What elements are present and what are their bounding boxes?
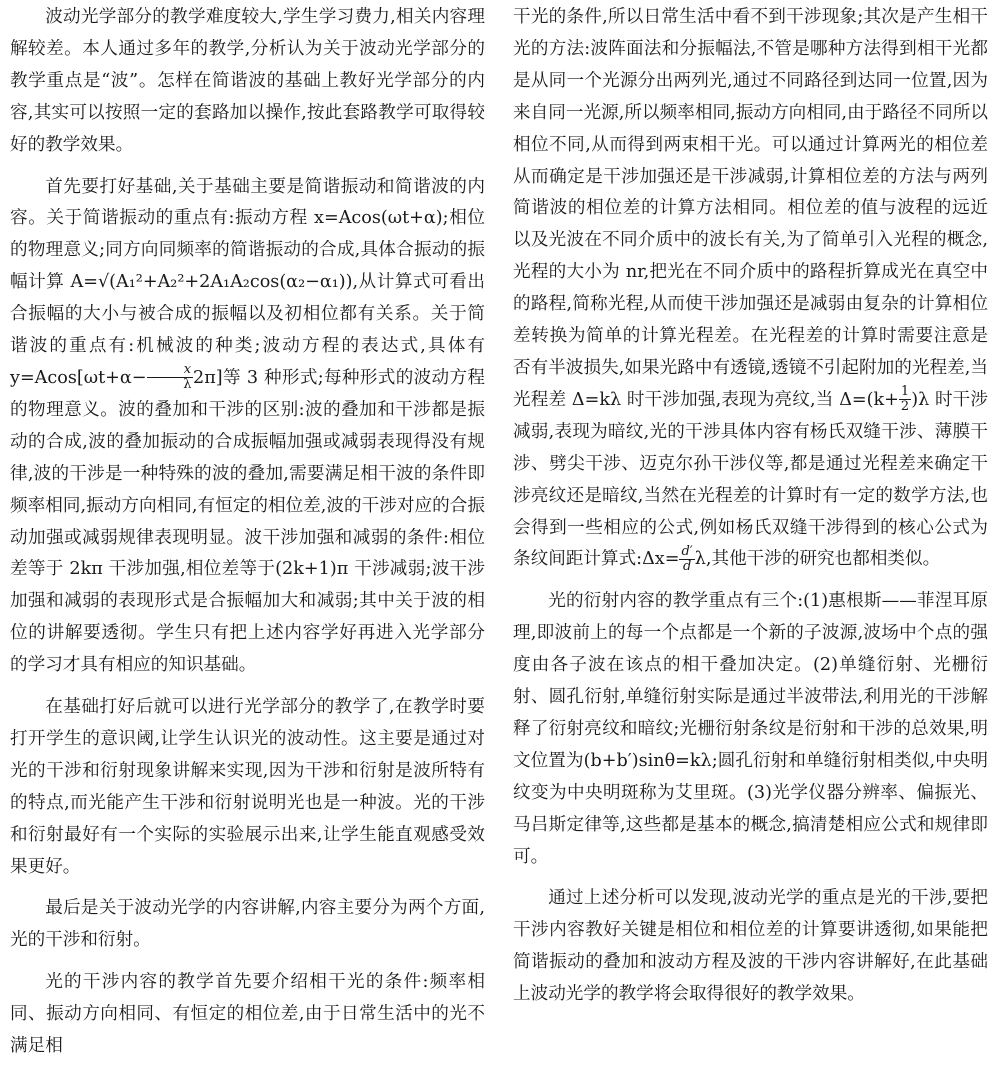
paragraph-interference-start: 光的干涉内容的教学首先要介绍相干光的条件:频率相同、振动方向相同、有恒定的相位差,由于日常生活中的光不满足相 — [10, 972, 485, 1057]
paragraph-intro: 波动光学部分的教学难度较大,学生学习费力,相关内容理解较差。本人通过多年的教学,分析认为关于波动光学部分的教学重点是“波”。怎样在简谐波的基础上教好光学部分的内容,其实可以按照一定的套路加以操作,按此套路教学可取得较好的教学效果。 — [10, 7, 485, 155]
basics-text-b: 2π]等 3 种形式;每种形式的波动方程的物理意义。波的叠加和干涉的区别:波的叠加和干涉都是振动的合成,波的叠加振动的合成振幅加强或减弱表现得没有规律,波的干涉是一种特殊的波的叠加,需要满足相干波的条件即频率相同,振动方向相同,有恒定的相位差,波的干涉对应的合振动加强或减弱规律表现明显。波干涉加强和减弱的条件:相位差等于 2kπ 干涉加强,相位差等于(2k+1)π 干涉减弱;波干涉加强和减弱的表现形式是合振幅加大和减弱;其中关于波的相位的讲解要透彻。学生只有把上述内容学好再进入光学部分的学习才具有相应的知识基础。 — [10, 367, 485, 676]
interference-text-c: λ,其他干涉的研究也都相类似。 — [694, 549, 941, 570]
fraction-denominator: 2 — [900, 399, 910, 415]
right-column — [513, 2, 988, 1019]
paragraph-wave-nature: 在基础打好后就可以进行光学部分的教学了,在教学时要打开学生的意识阈,让学生认识光的波动性。这主要是通过对光的干涉和衍射现象讲解来实现,因为干涉和衍射是波所特有的特点,而光能产生干涉和衍射说明光也是一种波。光的干涉和衍射最好有一个实际的实验展示出来,让学生能直观感受效果更好。 — [10, 697, 485, 877]
fraction-denominator: λ — [183, 377, 192, 393]
fraction-numerator: d′ — [681, 543, 693, 559]
fraction-numerator: 1 — [900, 384, 910, 400]
paragraph-content-overview: 最后是关于波动光学的内容讲解,内容主要分为两个方面,光的干涉和衍射。 — [10, 898, 485, 951]
fraction-numerator: x — [147, 363, 194, 378]
fraction-x-over-lambda — [147, 363, 194, 392]
paragraph-interference-cont — [513, 2, 988, 576]
interference-text-a: 干光的条件,所以日常生活中看不到干涉现象;其次是产生相干光的方法:波阵面法和分振幅法,不管是哪种方法得到相干光都是从同一个光源分出两列光,通过不同路径到达同一位置,因为来自同一光源,所以频率相同,振动方向相同,由于路径不同所以相位不同,从而得到两束相干光。可以通过计算两光的相位差从而确定是干涉加强还是干涉减弱,计算相位差的方法与两列简谐波的相位差的计算方法相同。相位差的值与波程的远近以及光波在不同介质中的波长有关,为了简单引入光程的概念,光程的大小为 nr,把光在不同介质中的路程折算成光在真空中的路程,简称光程,从而使干涉加强还是减弱由复杂的计算相位差转换为简单的计算光程差。在光程差的计算时需要注意是否有半波损失,如果光路中有透镜,透镜不引起附加的光程差,当光程差 Δ=kλ 时干涉加强,表现为亮纹,当 Δ=(k+ — [513, 7, 988, 410]
fraction-one-half — [899, 385, 911, 414]
paragraph-conclusion: 通过上述分析可以发现,波动光学的重点是光的干涉,要把干涉内容教好关键是相位和相位差的计算要讲透彻,如果能把简谐振动的叠加和波动方程及波的干涉内容讲解好,在此基础上波动光学的教学将会取得很好的教学效果。 — [513, 888, 988, 1005]
fraction-d-prime-over-d — [679, 545, 694, 574]
paragraph-diffraction: 光的衍射内容的教学重点有三个:(1)惠根斯——菲涅耳原理,即波前上的每一个点都是一个新的子波源,波场中个点的强度由各子波在该点的相干叠加决定。(2)单缝衍射、光栅衍射、圆孔衍射,单缝衍射实际是通过半波带法,利用光的干涉解释了衍射亮纹和暗纹;光栅衍射条纹是衍射和干涉的总效果,明文位置为(b+b′)sinθ=kλ;圆孔衍射和单缝衍射相类似,中央明纹变为中央明斑称为艾里斑。(3)光学仪器分辨率、偏振光、马吕斯定律等,这些都是基本的概念,搞清楚相应公式和规律即可。 — [513, 591, 988, 867]
left-column — [10, 2, 485, 1073]
basics-text-a: 首先要打好基础,关于基础主要是简谐振动和简谐波的内容。关于简谐振动的重点有:振动方程 x=Acos(ωt+α);相位的物理意义;同方向同频率的简谐振动的合成,具体合振动的振幅计算 A=√(A₁²+A₂²+2A₁A₂cos(α₂−α₁)),从计算式可看出合振幅的大小与被合成的振幅以及初相位都有关系。关于简谐波的重点有:机械波的种类;波动方程的表达式,具体有 y=Acos[ωt+α− — [10, 176, 485, 388]
interference-text-b: )λ 时干涉减弱,表现为暗纹,光的干涉具体内容有杨氏双缝干涉、薄膜干涉、劈尖干涉、迈克尔孙干涉仪等,都是通过光程差来确定干涉亮纹还是暗纹,当然在光程差的计算时有一定的数学方法,也会得到一些相应的公式,例如杨氏双缝干涉得到的核心公式为条纹间距计算式:Δx= — [513, 389, 989, 570]
fraction-denominator: d — [682, 558, 692, 574]
paragraph-basics — [10, 172, 485, 683]
